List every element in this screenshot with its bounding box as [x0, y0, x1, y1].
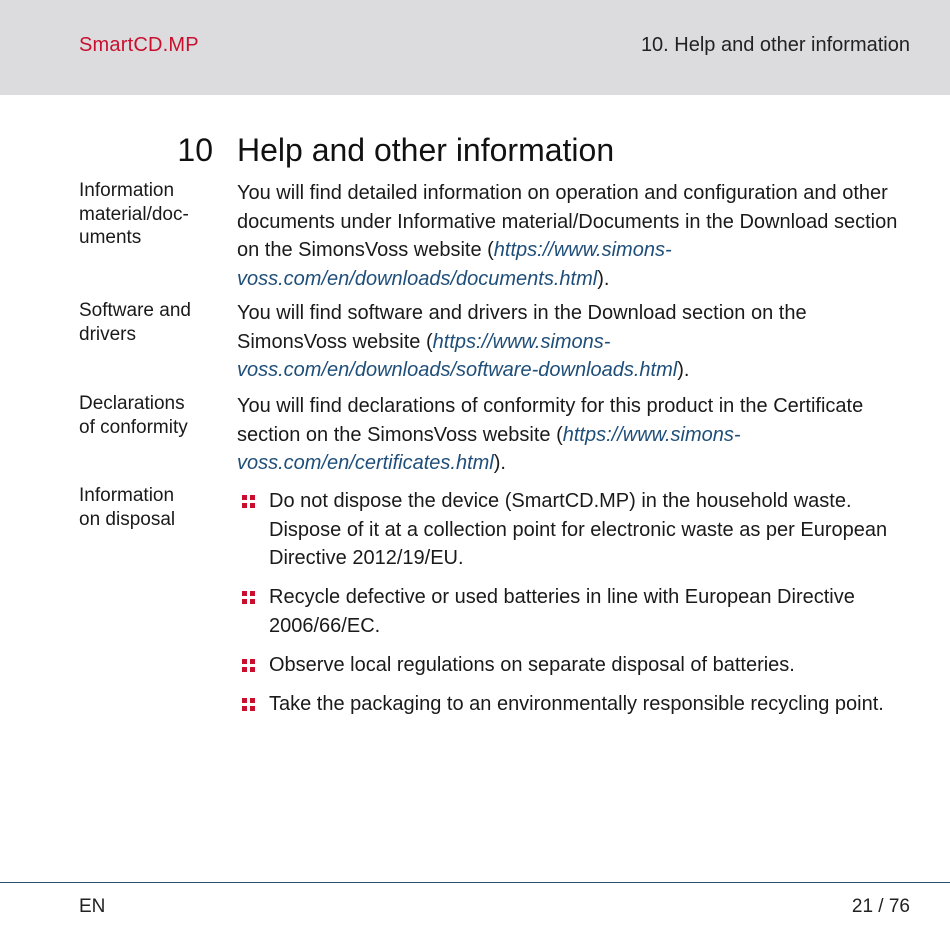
page-header	[0, 0, 950, 95]
side-label-line: Information	[79, 485, 175, 506]
software-link[interactable]: https://www.simons-voss.com/en/downloads/software-downloads.html	[237, 330, 678, 381]
list-item	[237, 583, 907, 640]
side-label-line: Information	[79, 180, 175, 201]
side-label-line: of conformity	[79, 416, 188, 438]
list-item-text: Observe local regulations on separate disposal of batteries.	[269, 653, 795, 676]
list-item	[237, 487, 907, 573]
side-label-disposal	[79, 484, 219, 531]
side-label-line: Declarations	[79, 393, 185, 414]
side-label-line: on disposal	[79, 508, 176, 530]
conformity-link[interactable]: https://www.simons-voss.com/en/certificates.html	[237, 423, 741, 474]
side-label-software	[79, 299, 219, 346]
documents-text: You will find detailed information on operation and configuration and other documents under Informative material/Documents in the Download section on the SimonsVoss website (	[237, 182, 898, 261]
bullet-squares-icon	[242, 591, 255, 604]
bullet-squares-icon	[242, 495, 255, 508]
chapter-number: 10	[177, 132, 213, 168]
side-label-line: drivers	[79, 323, 137, 345]
conformity-text-end: ).	[493, 452, 506, 474]
bullet-squares-icon	[242, 698, 255, 711]
chapter-title: Help and other information	[237, 132, 615, 168]
list-item-text: Do not dispose the device (SmartCD.MP) in the household waste. Dispose of it at a collection point for electronic waste as per European Directive 2012/19/EU.	[269, 490, 888, 569]
side-label-line: material/doc-	[79, 203, 189, 225]
side-label-line: uments	[79, 227, 142, 248]
conformity-paragraph	[237, 392, 907, 478]
software-paragraph	[237, 299, 907, 385]
list-item	[237, 651, 907, 680]
documents-text-end: ).	[597, 267, 610, 290]
documents-link[interactable]: https://www.simons-voss.com/en/downloads/documents.html	[237, 239, 672, 290]
list-item-text: Take the packaging to an environmentally responsible recycling point.	[269, 692, 884, 715]
side-label-documents	[79, 179, 219, 250]
list-item	[237, 690, 907, 719]
brand-name: SmartCD.MP	[79, 34, 199, 56]
conformity-text: You will find declarations of conformity for this product in the Certificate section on the SimonsVoss website (	[237, 395, 864, 446]
documents-paragraph	[237, 179, 907, 293]
footer-page-number: 21 / 76	[851, 896, 910, 917]
side-label-line: Software and	[79, 300, 191, 321]
list-item-text: Recycle defective or used batteries in line with European Directive 2006/66/EC.	[269, 586, 855, 637]
software-text: You will find software and drivers in the Download section on the SimonsVoss website (	[237, 302, 807, 353]
footer-divider	[0, 882, 950, 883]
side-label-conformity	[79, 392, 219, 439]
bullet-squares-icon	[242, 659, 255, 672]
disposal-list	[237, 487, 907, 729]
running-title: 10. Help and other information	[640, 34, 910, 56]
footer-language: EN	[79, 896, 106, 917]
software-text-end: ).	[677, 359, 690, 381]
